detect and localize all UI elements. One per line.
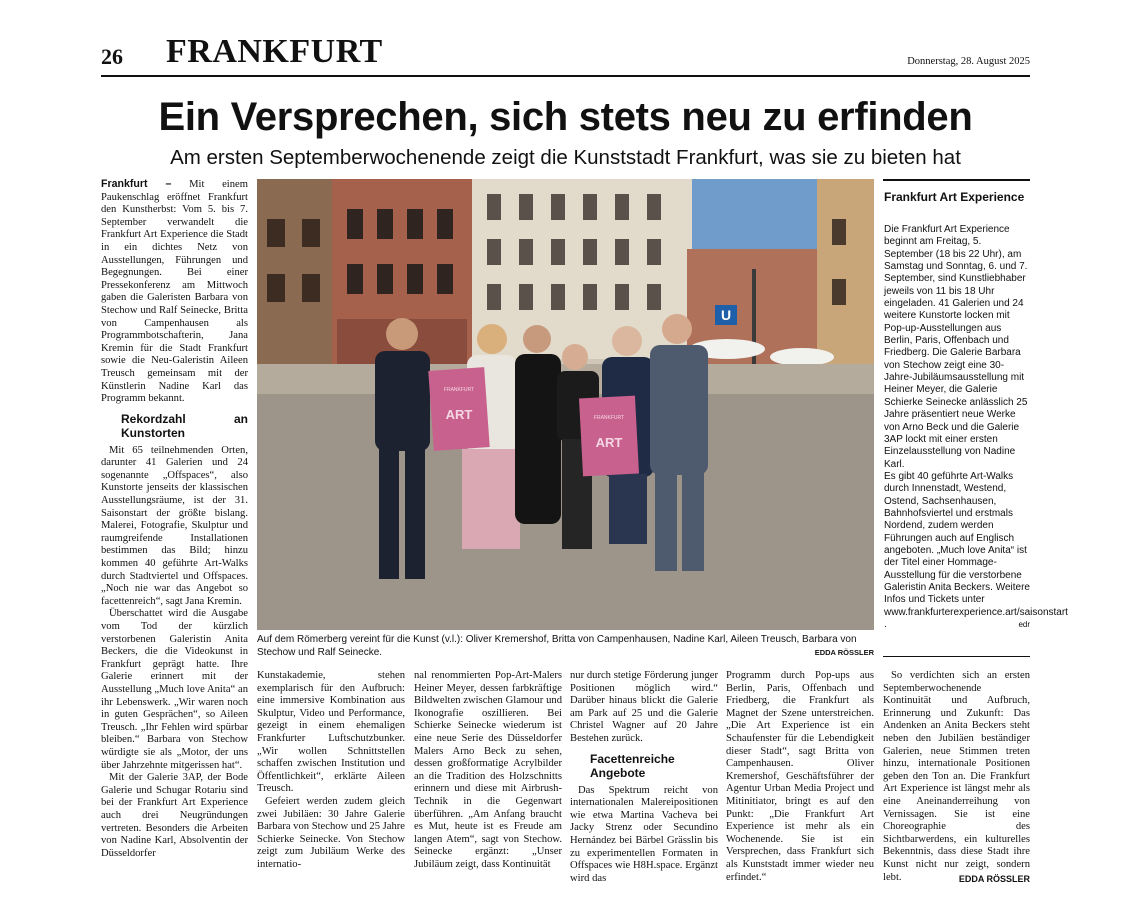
paragraph: Programm durch Pop-ups aus Berlin, Paris, Offenbach und Friedberg, die Frankfurt als Magnet der Szene unterstreichen. „Die Art Experience ist ein Schaufenster für die Lebendigkeit dieser Stadt“, sagt Britta von Campenhausen. Oliver Kremershof, Geschäftsführer der Agentur Urban Media Project und Mitinitiator, bringt es auf den Punkt: „Die Frankfurt Art Experience ist mehr als ein Wochenende. Sie ist ein Versprechen, dass Frankfurt sich als Kunststadt immer wieder neu erfindet.“ [726, 670, 874, 883]
photo-credit: EDDA RÖSSLER [814, 648, 874, 657]
headline: Ein Versprechen, sich stets neu zu erfinden [158, 95, 973, 139]
person-3 [515, 325, 561, 524]
column-5 [726, 670, 874, 886]
subheadline: Am ersten Septemberwochenende zeigt die Kunststadt Frankfurt, was sie zu bieten hat [170, 146, 961, 169]
issue-date: Donnerstag, 28. August 2025 [907, 56, 1030, 67]
section-title: FRANKFURT [166, 33, 383, 70]
sidebar-bottom-rule [883, 656, 1030, 657]
sidebar-paragraph: Es gibt 40 geführte Art-Walks durch Innenstadt, Westend, Ostend, Sachsenhausen, Bahnhofsviertel und erstmals Nordend, zudem werden Führungen auch auf Englisch angeboten. „Much love Anita“ ist der Titel einer Hommage-Ausstellung für die verstorbene Galeristin Anita Beckers. Weitere Infos und Tickets unter www.frankfurterexperience.art/saisonstart . [884, 470, 1068, 630]
column-6 [883, 670, 1030, 886]
subhead-rekordzahl: Rekordzahl an Kunstorten [121, 411, 248, 440]
poster-left-big: ART [445, 407, 473, 422]
poster-left-small: FRANKFURT [443, 387, 475, 393]
paragraph: nur durch stetige Förderung junger Positionen möglich wird.“ Darüber hinaus blickt die Galerie am Park auf 25 und die Galerie Christel Wagner auf 20 Jahre Bestehen zurück. [570, 670, 718, 744]
paragraph: Das Spektrum reicht von internationalen Malereipositionen wie etwa Martina Vacheva bei Jacky Strenz oder Secundino Hernández bei Bärbel Grässlin bis zu experimentellen Formaten in Offspaces wie H8H.space. Ergänzt wird das [570, 784, 718, 884]
lead-paragraph: Mit einem Paukenschlag eröffnet Frankfurt den Kunstherbst: Vom 5. bis 7. September verwandelt die Frankfurt Art Experience die Stadt in ein dichtes Netz von Ausstellungen, Führungen und Begegnungen. Bei einer Pressekonferenz am Mittwoch gaben die Galeristen Barbara von Stechow und Ralf Seinecke, Britta von Campenhausen als Programmbotschafterin, Jana Kremin für die Stadt Frankfurt sowie die Neu-Galeristin Aileen Treusch gemeinsam mit der Künstlerin Nadine Karl das Programm bekannt. [101, 179, 248, 405]
paragraph: Kunstakademie, stehen exemplarisch für den Aufbruch: eine immersive Kombination aus Skulptur, Video und Performance, gezeigt in einem ehemaligen Frankfurter Luftschutzbunker. „Wir wollen Schnittstellen schaffen zwischen Institution und Öffentlichkeit“, erklärte Aileen Treusch. [257, 670, 405, 795]
subhead-facettenreiche: Facettenreiche Angebote [590, 751, 675, 780]
author-byline: EDDA RÖSSLER [950, 874, 1030, 884]
dateline: Frankfurt – [101, 178, 172, 190]
sidebar-paragraph: Die Frankfurt Art Experience beginnt am Freitag, 5. September (18 bis 22 Uhr), am Samstag und Sonntag, 6. und 7. September, sind Kunstliebhaber jeweils von 11 bis 18 Uhr eingeladen. 41 Galerien und 24 weitere Kunstorte locken mit Pop-up-Ausstellungen aus Berlin, Paris, Offenbach und Friedberg. Die Galerie Barbara von Stechow zeigt eine 30-Jahre-Jubiläumsausstellung mit Heiner Meyer, die Galerie Schierke Seinecke anlässlich 25 Jahre präsentiert neue Werke von Arno Beck und die Galerie 3AP lockt mit einer ersten Einzelausstellung von Nadine Karl. [884, 224, 1028, 470]
photo-illustration [257, 179, 874, 630]
subway-sign: U [720, 307, 732, 323]
header-rule [101, 75, 1030, 77]
paragraph: nal renommierten Pop-Art-Malers Heiner Meyer, dessen farbkräftige Bildwelten zwischen Glamour und Ikonografie oszillieren. Bei Schierke Seinecke wiederum ist eine neue Serie des Düsseldorfer Malers Arno Beck zu sehen, dessen großformatige Acrylbilder an die Tradition des Holzschnitts erinnern und diese mit Airbrush-Technik in die Gegenwart überführen. „Am Anfang braucht es Mut, heute ist es Freude am langen Atem“, sagt von Stechow. Seinecke ergänzt: „Unser Jubiläum zeigt, dass Kontinuität [414, 670, 562, 870]
paragraph: Mit 65 teilnehmenden Orten, darunter 41 Galerien und 24 sogenannte „Offspaces“, also Kunstorte jenseits der klassischen Ausstellungsräume, ist der 31. Saisonstart der größte bislang. Malerei, Fotografie, Skulptur und raumgreifende Installationen bestimmen das Bild; hinzu kommen 40 geführte Art-Walks durch Stadtviertel und Offspaces. „Noch nie war das Angebot so facettenreich“, sagt Jana Kremin. [101, 444, 248, 607]
paragraph: Überschattet wird die Ausgabe vom Tod der kürzlich verstorbenen Galeristin Anita Beckers, die die Videokunst in Frankfurt geprägt hatte. Ihre Galerie erinnert mit der Ausstellung „Much love Anita“ an ihr Lebenswerk. „Wir waren noch in guten Gesprächen“, so Aileen Treusch. „Ihr Fehlen wird spürbar bleiben.“ Barbara von Stechow würdigte sie als „Motor, der uns über Jahrzehnte mitgerissen hat“. [101, 608, 248, 771]
sidebar-initials: edr [1018, 620, 1030, 630]
poster-left [428, 367, 489, 451]
caption-text: Auf dem Römerberg vereint für die Kunst (v.l.): Oliver Kremershof, Britta von Campenhausen, Nadine Karl, Aileen Treusch, Barbara von Stechow und Ralf Seinecke. [257, 634, 857, 658]
photo-caption [257, 634, 874, 659]
column-2 [257, 670, 405, 886]
sidebar-title: Frankfurt Art Experience [884, 190, 1025, 204]
paragraph: Mit der Galerie 3AP, der Bode Galerie und Schugar Rotariu sind bei der Frankfurt Art Experience auch drei Neugründungen vertreten. Besonders die Arbeiten von Nadine Karl, Absolventin der Düsseldorfer [101, 772, 248, 859]
sidebar-top-rule [883, 179, 1030, 181]
poster-right-big: ART [595, 435, 623, 450]
poster-right-small: FRANKFURT [593, 415, 625, 421]
sidebar-body [884, 224, 1068, 646]
poster-right [579, 396, 639, 477]
column-3 [414, 670, 562, 886]
paragraph: So verdichten sich an ersten Septemberwochenende Kontinuität und Aufbruch, Erinnerung und Zukunft: Das Andenken an Anita Beckers steht neben den Jubiläen beständiger Galerien, neue Stimmen treten hinzu, internationale Positionen geben den Ton an. Die Frankfurt Art Experience ist längst mehr als eine Aneinanderreihung von Vernissagen. Sie ist eine Choreographie des Sichtbarwerdens, ein kulturelles Bekenntnis, dass diese Stadt ihre Kunst nicht nur zeigt, sondern lebt. [883, 670, 1030, 883]
page-number: 26 [101, 44, 123, 69]
column-1 [101, 178, 248, 884]
article-photo [257, 179, 874, 630]
column-4 [570, 670, 718, 886]
paragraph: Gefeiert werden zudem gleich zwei Jubiläen: 30 Jahre Galerie Barbara von Stechow und 25 Jahre Schierke Seinecke. Von Stechow zeigt zum Jubiläum Werke des internatio- [257, 795, 405, 870]
